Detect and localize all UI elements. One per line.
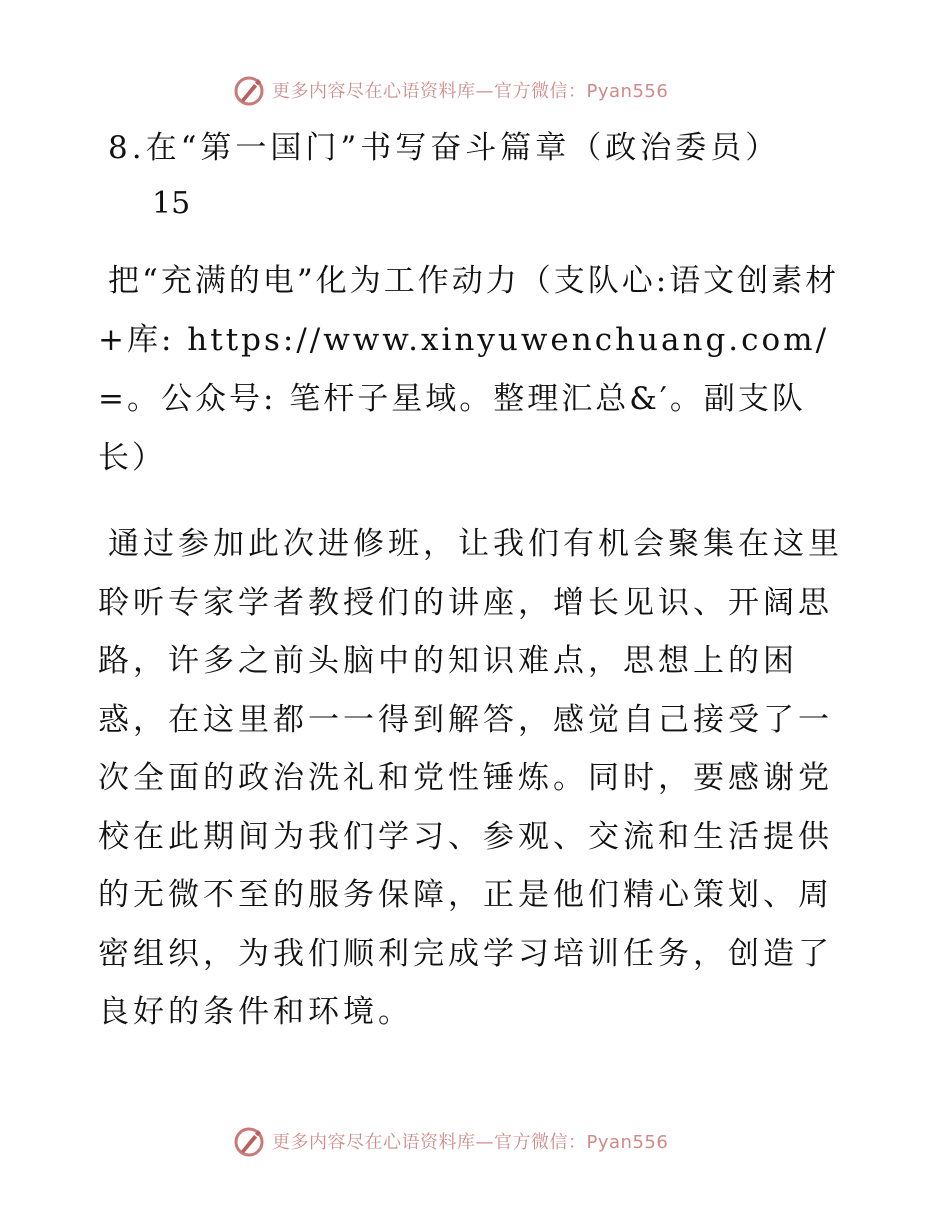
footer-watermark bbox=[232, 1123, 668, 1159]
watermark-text: 更多内容尽在心语资料库—官方微信：Pyan556 bbox=[272, 1132, 669, 1153]
page-number: 15 bbox=[152, 186, 191, 221]
header-watermark bbox=[232, 72, 668, 108]
section-heading: 8.在“第一国门”书写奋斗篇章（政治委员） bbox=[108, 130, 781, 166]
quill-pen-circle-icon bbox=[232, 73, 266, 107]
body-paragraph: 通过参加此次进修班，让我们有机会聚集在这里聆听专家学者教授们的讲座，增长见识、开阔思路，许多之前头脑中的知识难点，思想上的困惑，在这里都一一得到解答，感觉自己接受了一次全面的政治洗礼和党性锤炼。同时，要感谢党校在此期间为我们学习、参观、交流和生活提供的无微不至的服务保障，正是他们精心策划、周密组织，为我们顺利完成学习培训任务，创造了良好的条件和环境。 bbox=[98, 526, 843, 1030]
watermark-text: 更多内容尽在心语资料库—官方微信：Pyan556 bbox=[272, 81, 669, 102]
quill-pen-circle-icon bbox=[232, 1124, 266, 1158]
subtitle-paragraph: 把“充满的电”化为工作动力（支队心:语文创素材+库: https://www.xinyuwenchuang.com/=。公众号: 笔杆子星域。整理汇总&′。副支队长） bbox=[98, 263, 840, 476]
